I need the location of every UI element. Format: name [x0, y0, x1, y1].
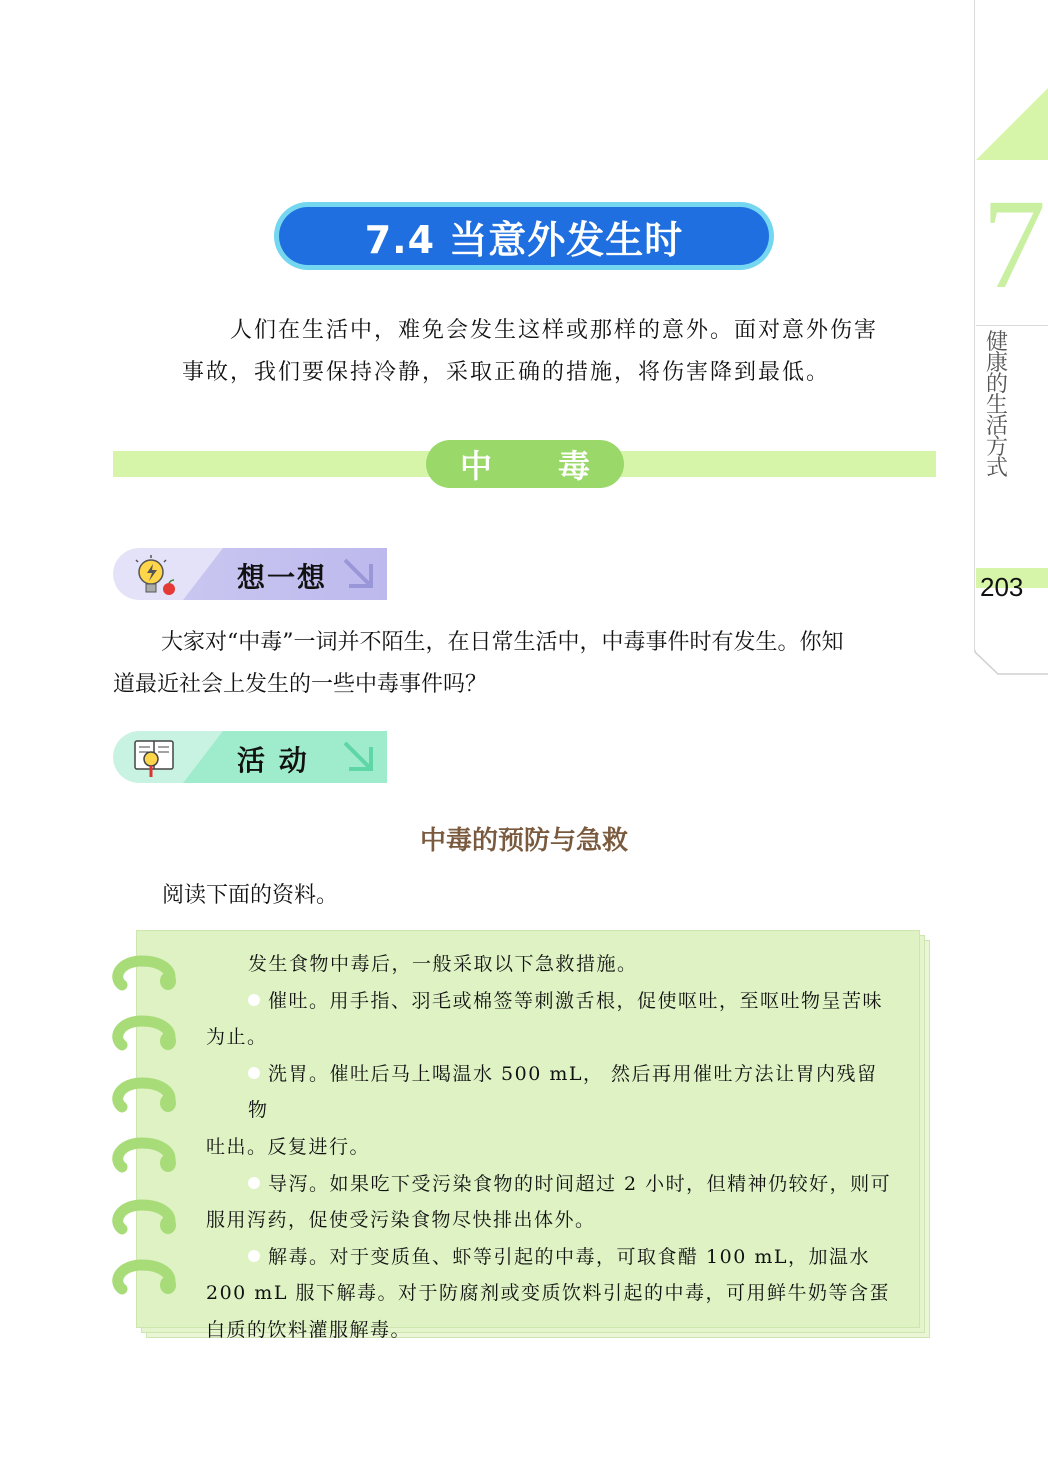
notebook-item [206, 1056, 896, 1129]
think-tag [113, 548, 387, 600]
activity-title: 中毒的预防与急救 [419, 826, 628, 856]
notebook-line: 催吐。用手指、羽毛或棉签等刺激舌根，促使呕吐，至呕吐物呈苦味 [268, 989, 884, 1012]
notebook-item [206, 983, 896, 1020]
ring-binder-icon [108, 1137, 178, 1183]
sidebar-triangle [976, 88, 1048, 160]
notebook-text [206, 946, 896, 1349]
chapter-title: 健康的生活方式 [986, 330, 1009, 481]
sidebar-line [974, 0, 975, 650]
ring-binder-icon [108, 1259, 178, 1305]
lesson-title-pill [274, 202, 774, 270]
section-heading-char: 中 [460, 447, 493, 485]
lesson-title: 7.4 当意外发生时 [364, 217, 684, 262]
corner-arrow-icon [341, 739, 377, 775]
notebook-line: 解毒。对于变质鱼、虾等引起的中毒，可取食醋 100 mL，加温水 [268, 1245, 870, 1268]
ring-binder-icon [108, 1199, 178, 1245]
book-magnifier-icon [127, 735, 181, 779]
notebook-line: 吐出。反复进行。 [206, 1135, 371, 1158]
page-number-band [976, 568, 1048, 606]
notebook-line: 为止。 [206, 1026, 268, 1049]
ring-binder-icon [108, 1077, 178, 1123]
ring-binder-icon [108, 955, 178, 1001]
chapter-number: 7 [982, 173, 1046, 315]
bullet-dot [248, 994, 260, 1006]
notebook-line: 白质的饮料灌服解毒。 [206, 1318, 412, 1341]
notebook-item [206, 1166, 896, 1203]
lightbulb-apple-icon [127, 552, 181, 596]
read-prompt: 阅读下面的资料。 [162, 883, 339, 908]
activity-tag [113, 731, 387, 783]
notebook-item [206, 1239, 896, 1276]
activity-label: 活 动 [237, 744, 309, 777]
section-heading-char: 毒 [557, 447, 590, 485]
sidebar-divider [976, 325, 1048, 326]
corner-arrow-icon [341, 556, 377, 592]
think-label: 想一想 [237, 561, 328, 594]
bullet-dot [248, 1067, 260, 1079]
section-heading [426, 440, 624, 488]
page-number: 203 [980, 572, 1024, 602]
notebook-line: 导泻。如果吃下受污染食物的时间超过 2 小时，但精神仍较好，则可 [268, 1172, 892, 1195]
bullet-dot [248, 1177, 260, 1189]
notebook-line: 200 mL 服下解毒。对于防腐剂或变质饮料引起的中毒，可用鲜牛奶等含蛋 [206, 1282, 890, 1305]
notebook-line: 服用泻药，促使受污染食物尽快排出体外。 [206, 1209, 596, 1232]
ring-binder-icon [108, 1015, 178, 1061]
sidebar-corner [974, 650, 1048, 676]
think-line: 道最近社会上发生的一些中毒事件吗？ [113, 672, 488, 697]
intro-line: 人们在生活中，难免会发生这样或那样的意外。面对意外伤害 [230, 318, 879, 343]
notebook-line: 发生食物中毒后，一般采取以下急救措施。 [248, 953, 638, 975]
bullet-dot [248, 1250, 260, 1262]
intro-line: 事故，我们要保持冷静，采取正确的措施，将伤害降到最低。 [182, 360, 831, 385]
intro-paragraph [170, 310, 890, 394]
think-line: 大家对“中毒”一词并不陌生，在日常生活中，中毒事件时有发生。你知 [161, 630, 844, 655]
notebook-line: 洗胃。催吐后马上喝温水 500 mL， 然后再用催吐方法让胃内残留物 [248, 1062, 878, 1122]
think-paragraph [113, 622, 935, 706]
lesson-title-inner [279, 207, 769, 265]
